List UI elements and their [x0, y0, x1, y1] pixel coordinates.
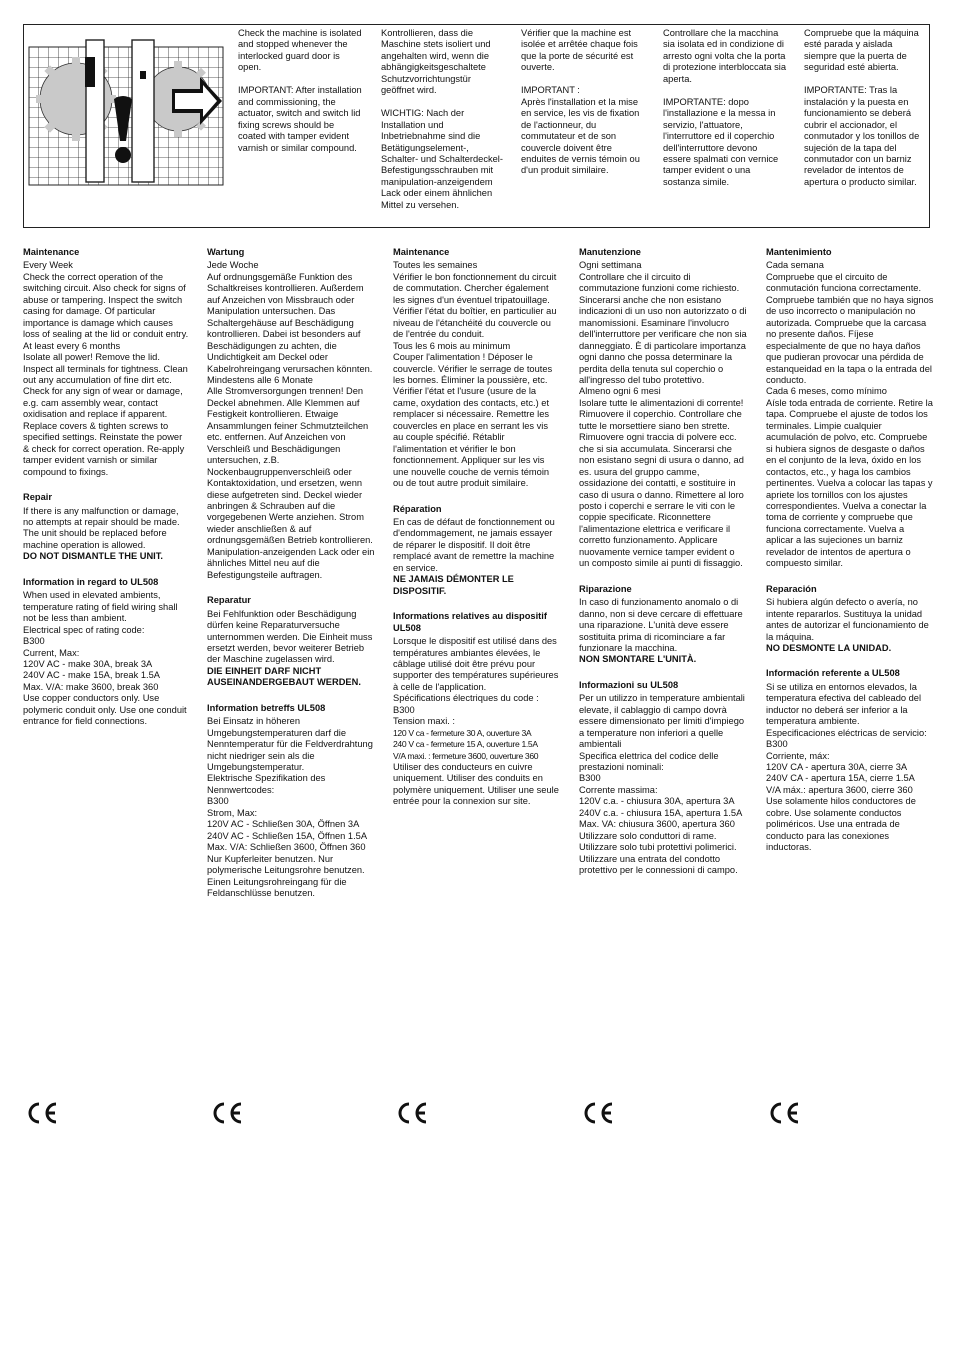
maintenance-heading: Wartung	[207, 247, 245, 257]
ul508-current-line: 120 V ca - fermeture 30 A, ouverture 3A	[393, 727, 532, 738]
column-es	[766, 247, 934, 854]
column-fr	[393, 247, 559, 808]
maintenance-text: Jede Woche Auf ordnungsgemäße Funktion des Schaltkreises kontrollieren. Außerdem auf Anzeichen von Missbrauch oder Manipulation untersuchen. Das Schaltergehäuse auf Beschädigung kontrollieren. Dabei ist besonders auf Beschädigungen zu achten, die Undichtigkeit am Deckel oder Kabelrohreingang verursachen könnten. Mindestens alle 6 Monate Alle Stromversorgungen trennen! Den Deckel abnehmen. Alle Klemmen auf Festigkeit kontrollieren. Etwaige Ansammlungen feiner Schmutzteilchen etc. entfernen. Auf Anzeichen von Verschleiß und Beschädigungen untersuchen, z.B. Nockenbaugruppenverschleiß oder Kontaktoxidation, und ersetzen, wenn diese aufgetreten sind. Deckel wieder anbringen & Schrauben auf die vorgegebenen Werte anziehen. Strom wieder anschließen & auf ordnungsgemäßen Betrieb kontrollieren. Manipulation-anzeigenden Lack oder ein ähnliches Mittel neu auf die Befestigungsteile auftragen.	[207, 260, 375, 580]
ul508-text: Si se utiliza en entornos elevados, la temperatura efectiva del cableado del inductor no deberá ser inferior a la temperatura ambiente. Especificaciones eléctricas de servicio: B300 Corriente, máx: 120V CA - apertura 30A, cierre 3A 240V CA - apertura 15A, cierre 1.5A V/A máx.: apertura 3600, cierre 360 Use solamente hilos conductores de cobre. Use solamente conductos poliméricos. Use una entrada de conducto para las conexiones inductoras.	[766, 681, 927, 853]
ce-mark-icon	[395, 1101, 429, 1125]
maintenance-text: Ogni settimana Controllare che il circuito di commutazione funzioni come richiesto. Sincerarsi anche che non esistano indicazioni di un uso non autorizzato o di manomissioni. Esaminare l'involucro dell'interruttore per verificare che non sia danneggiato. È di particolare importanza ogni danno che possa determinare la perdita della tenuta sul coperchio o all'ingresso del tubo protettivo. Almeno ogni 6 mesi Isolare tutte le alimentazioni di corrente! Rimuovere il coperchio. Controllare che tutte le morsettiere siano ben strette. Rimuovere ogni traccia di polvere ecc. che si sia accumulata. Sincerarsi che non esistano segni di usura o danno, ad es. usura del gruppo camme, ossidazione dei contatti, e sostituire in caso di usura o danno. Rimettere al loro posto i coperchi e serrare le viti con le coppie specificate. Riconnettere l'alimentazione elettrica e verificare il corretto funzionamento. Applicare nuovamente vernice tamper evident o un composto simile ai punti di fissaggio.	[579, 260, 747, 569]
maintenance-heading: Maintenance	[393, 247, 450, 257]
maintenance-heading: Mantenimiento	[766, 247, 832, 257]
column-it	[579, 247, 747, 877]
warning-text-en: Check the machine is isolated and stopped whenever the interlocked guard door is open. IMPORTANT: After installation and commissioning, the actuator, switch and switch lid fixing screws should be coated with tamper evident varnish or similar compound.	[238, 28, 362, 153]
warning-text-fr: Vérifier que la machine est isolée et arrêtée chaque fois que la porte de sécurité est ouverte. IMPORTANT : Après l'installation et la mise en service, les vis de fixation de l'actionneur, du commutateur et de son couvercle doivent être enduites de vernis témoin ou d'un produit similaire.	[521, 28, 640, 176]
repair-text: Bei Fehlfunktion oder Beschädigung dürfen keine Reparaturversuche unternommen werden. Die Einheit muss ersetzt werden, bevor weiterer Betrieb der Maschine zugelassen wird.	[207, 608, 373, 665]
warning-text-de: Kontrollieren, dass die Maschine stets isoliert und angehalten wird, wenn die abhängigkeitsgeschaltete Schutzvorrichtungstür geöffnet wird. WICHTIG: Nach der Installation und Inbetriebnahme sind die Betätigungselement-, Schalter- und Schalterdeckel-Befestigungsschrauben mit manipulation-anzeigendem Lack oder einem ähnlichen Mittel zu versehen.	[381, 28, 503, 210]
ce-mark-icon	[210, 1101, 244, 1125]
warning-box	[23, 24, 930, 228]
ce-mark-icon	[767, 1101, 801, 1125]
repair-text: En cas de défaut de fonctionnement ou d'endommagement, ne jamais essayer de réparer le dispositif. Il doit être remplacé avant de remettre la machine en service.	[393, 516, 555, 573]
repair-warning: NON SMONTARE L'UNITÀ.	[579, 654, 697, 665]
ul508-heading: Information betreffs UL508	[207, 702, 326, 713]
maintenance-text: Every Week Check the correct operation of the switching circuit. Also check for signs of abuse or tampering. Inspect the switch casing for damage. Of particular importance is damage which causes loss of sealing at the lid or conduit entry. At least every 6 months Isolate all power! Remove the lid. Inspect all terminals for tightness. Clean out any accumulation of fine dirt etc. Check for any sign of wear or damage, e.g. cam assembly wear, contact oxidisation and replace if apparent. Replace covers & tighten screws to specified settings. Reinstate the power & check for correct operation. Re-apply tamper evident varnish or similar compound to fixings.	[23, 260, 189, 477]
repair-text: Si hubiera algún defecto o avería, no intente repararlos. Sustituya la unidad antes de autorizar el funcionamiento de la máquina.	[766, 597, 929, 642]
column-de	[207, 247, 375, 899]
ul508-heading: Informazioni su UL508	[579, 679, 679, 690]
ul508-text: When used in elevated ambients, temperature rating of field wiring shall not be less than ambient. Electrical spec of rating code: B300 Current, Max: 120V AC - make 30A, break 3A 240V AC - make 15A, break 1.5A Max. V/A: make 3600, break 360 Use copper conductors only. Use polymeric conduit only. Use one conduit entrance for field connections.	[23, 590, 187, 727]
ul508-text: Lorsque le dispositif est utilisé dans des températures ambiantes élevées, le câblage utilisé doit être prévu pour supporter des températures supérieures à celle de l'application. Spécifications électriques du code : B300 Tension maxi. :	[393, 636, 559, 727]
warning-text-es: Compruebe que la máquina esté parada y aislada siempre que la puerta de seguridad esté abierta. IMPORTANTE: Tras la instalación y la puesta en funcionamiento se deberá cubrir el accionador, el conmutador y los tonillos de sujeción de la tapa del conmutador con un barniz revelador de intentos de apertura o producto similar.	[804, 28, 920, 187]
warning-text-it: Controllare che la macchina sia isolata ed in condizione di arresto ogni volta che la porta di protezione interbloccata sia aperta. IMPORTANTE: dopo l'installazione e la messa in servizio, l'attuatore, l'interruttore ed il coperchio dell'interruttore devono essere spalmati con vernice tamper evident o una sostanza simile.	[663, 28, 786, 187]
ul508-text-continued: Utiliser des conducteurs en cuivre uniquement. Utiliser des conduits en polymère uniquement. Utiliser une seule entrée pour la connexion sur site.	[393, 762, 559, 807]
repair-heading: Reparación	[766, 583, 817, 594]
repair-text: In caso di funzionamento anomalo o di danno, non si deve cercare di effettuare una riparazione. L'unità deve essere sostituita prima di ricominciare a far funzionare la macchina.	[579, 597, 743, 653]
maintenance-text: Toutes les semaines Vérifier le bon fonctionnement du circuit de commutation. Chercher également les signes d'un éventuel tripatouillage. Vérifier l'état du boîtier, en particulier au niveau de l'étanchéité du couvercle ou de l'entrée du conduit. Tous les 6 mois au minimum Couper l'alimentation ! Déposer le couvercle. Vérifier le serrage de toutes les bornes. Éliminer la poussière, etc. Vérifier l'état et l'usure (usure de la came, oxydation des contacts, etc.) et remplacer si nécessaire. Remettre les couvercles en place en serrant les vis au couple spécifié. Rétablir l'alimentation et vérifier le bon fonctionnement. Appliquer sur les vis une nouvelle couche de vernis témoin ou de tout autre produit similaire.	[393, 260, 557, 489]
ul508-current-line: 240 V ca - fermeture 15 A, ouverture 1.5A	[393, 739, 538, 750]
repair-text: If there is any malfunction or damage, no attempts at repair should be made. The unit should be replaced before machine operation is allowed.	[23, 505, 180, 550]
maintenance-heading: Maintenance	[23, 247, 80, 257]
maintenance-text: Cada semana Compruebe que el circuito de conmutación funciona correctamente. Compruebe también que no haya signos de uso incorrecto o manipulación no autorizada. Compruebe que la carcasa no presente daños. Fíjese especialmente de que no haya daños que pudieran provocar una pérdida de estanqueidad en la tapa o la entrada del conducto. Cada 6 meses, como mínimo Aísle toda entrada de corriente. Retire la tapa. Compruebe el ajuste de todos los terminales. Limpie cualquier acumulación de polvo, etc. Compruebe si hubiera signos de desgaste o daños en el conjunto de la leva, óxido en los contactos, etc., y haga los cambios pertinentes. Vuelva a colocar las tapas y apriete los tornillos con los ajustes correspondientes. Vuelva a conectar la toma de corriente y compruebe que funciona correctamente. Vuelva a aplicar a las sujeciones un barniz revelador de intentos de apertura o compuesto similar.	[766, 260, 934, 569]
ul508-current-line: V/A maxi. : fermeture 3600, ouverture 360	[393, 750, 539, 761]
maintenance-heading: Manutenzione	[579, 247, 641, 257]
ce-mark-icon	[581, 1101, 615, 1125]
ul508-heading: Information in regard to UL508	[23, 576, 159, 587]
interlock-warning-illustration	[28, 37, 224, 187]
repair-warning: NE JAMAIS DÉMONTER LE DISPOSITIF.	[393, 574, 514, 596]
repair-heading: Reparatur	[207, 595, 251, 606]
ce-mark-icon	[25, 1101, 59, 1125]
repair-warning: NO DESMONTE LA UNIDAD.	[766, 642, 892, 653]
repair-heading: Riparazione	[579, 583, 632, 594]
repair-heading: Repair	[23, 492, 52, 503]
repair-warning: DIE EINHEIT DARF NICHT AUSEINANDERGEBAUT WERDEN.	[207, 665, 361, 688]
ul508-text: Per un utilizzo in temperature ambientali elevate, il cablaggio di campo dovrà essere dimensionato per limiti d'impiego a temperature non inferiori a quelle ambientali Specifica elettrica del codice delle prestazioni nominali: B300 Corrente massima: 120V c.a. - chiusura 30A, apertura 3A 240V c.a. - chiusura 15A, apertura 1.5A Max. VA: chiusura 3600, apertura 360 Utilizzare solo conduttori di rame. Utilizzare solo tubi protettivi polimerici. Utilizzare una entrata del condotto protettivo per le connessioni di campo.	[579, 693, 745, 876]
ul508-heading: Información referente a UL508	[766, 668, 900, 679]
ul508-text: Bei Einsatz in höheren Umgebungstemperaturen darf die Nenntemperatur für die Feldverdrahtung nicht niedriger sein als die Umgebungstemperatur. Elektrische Spezifikation des Nennwertcodes: B300 Strom, Max: 120V AC - Schließen 30A, Öffnen 3A 240V AC - Schließen 15A, Öffnen 1.5A Max. V/A: Schließen 3600, Öffnen 360 Nur Kupferleiter benutzen. Nur polymerische Leitungsrohre benutzen. Einen Leitungsrohreingang für die Feldanschlüsse benutzen.	[207, 716, 373, 899]
repair-heading: Réparation	[393, 503, 442, 514]
repair-warning: DO NOT DISMANTLE THE UNIT.	[23, 551, 163, 562]
column-en	[23, 247, 189, 728]
ul508-heading: Informations relatives au dispositif UL508	[393, 611, 547, 633]
